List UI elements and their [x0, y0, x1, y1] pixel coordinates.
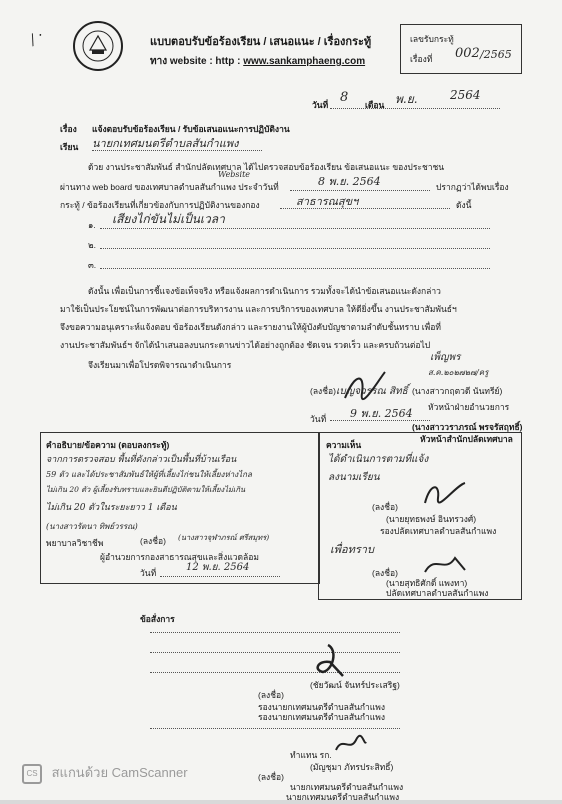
explanation-date-hand: 12 พ.ย. 2564 — [186, 562, 250, 573]
para2-line-b: มาใช้เป็นประโยชน์ในการพัฒนาต่อการบริหารงาน และการบริการของเทศบาล ให้ดียิ่งขึ้น งานประชาสัมพันธ์ฯ — [60, 304, 457, 314]
orders-title: ข้อสั่งการ — [140, 614, 175, 624]
para1-dept-hand: สาธารณสุขฯ — [296, 195, 359, 208]
explanation-date-underline — [160, 576, 280, 577]
orders-position-1: รองนายกเทศมนตรีตำบลสันกำแพง — [258, 702, 385, 712]
sign1-date-label: วันที่ — [310, 414, 327, 424]
orders-signature-2 — [332, 732, 368, 761]
para1-c-underline — [280, 208, 450, 209]
item2-number: ๒. — [88, 240, 96, 250]
sign1-label: (ลงชื่อ) — [310, 386, 336, 396]
opinion-position-1: รองปลัดเทศบาลตำบลสันกำแพง — [380, 526, 497, 536]
website-link[interactable]: www.sankamphaeng.com — [243, 56, 366, 67]
form-title: แบบตอบรับข้อร้องเรียน / เสนอแนะ / เรื่องกระทู้ — [150, 36, 372, 48]
doc-number-label: เลขรับกระทู้ — [410, 34, 454, 44]
para2-line-d: งานประชาสัมพันธ์ฯ จักได้นำเสนอลงบนกระดานข่าวได้อย่างถูกต้อง ชัดเจน รวดเร็ว และครบถ้วนต่อไป — [60, 340, 431, 350]
date-month: พ.ย. — [395, 92, 418, 106]
municipality-logo — [72, 20, 124, 72]
opinion-hand-3: เพื่อทราบ — [330, 543, 374, 556]
doc-number-sub-label: เรื่องที่ — [410, 54, 433, 64]
doc-number-year: /2565 — [480, 48, 512, 61]
para3: จึงเรียนมาเพื่อโปรดพิจารณาดำเนินการ — [88, 360, 232, 370]
explanation-hand-3: ไม่เกิน 20 ตัว ผู้เลี้ยงรับทราบและยินดีปฏิบัติตามให้เลี้ยงไม่เกิน — [46, 485, 246, 494]
item3-underline — [100, 268, 490, 269]
to-handwritten: นายกเทศมนตรีตำบลสันกำแพง — [92, 137, 239, 150]
sign1-position: หัวหน้าฝ่ายอำนวยการ — [428, 402, 510, 412]
explanation-date-label: วันที่ — [140, 568, 157, 578]
sign1-above1: เพ็ญพร — [430, 352, 461, 363]
camscanner-text: สแกนด้วย CamScanner — [51, 765, 188, 780]
doc-number-value: 002 — [455, 46, 480, 61]
explanation-name-hand: (นางสาวรัตนา ทิพย์วรรณ) — [46, 522, 138, 531]
para1-line-c: กระทู้ / ข้อร้องเรียนที่เกี่ยวข้องกับการปฏิบัติงานของกอง — [60, 200, 260, 210]
date-day: 8 — [340, 90, 349, 105]
orders-position-2: นายกเทศมนตรีตำบลสันกำแพง — [290, 782, 404, 792]
opinion-hand-2: ลงนามเรียน — [328, 472, 380, 483]
date-day-label: วันที่ — [312, 100, 329, 110]
date-month-label: เดือน — [365, 100, 385, 110]
orders-position-1b: รองนายกเทศมนตรีตำบลสันกำแพง — [258, 712, 385, 722]
item2-underline — [100, 248, 490, 249]
sign2-position: หัวหน้าสำนักปลัดเทศบาล — [420, 434, 513, 444]
para1-b-underline — [290, 190, 430, 191]
para1-line-b: ผ่านทาง web board ของเทศบาลตำบลสันกำแพง ประจำวันที่ — [60, 182, 279, 192]
subject-label: เรื่อง — [60, 124, 77, 134]
orders-position-2b: นายกเทศมนตรีตำบลสันกำแพง — [286, 792, 400, 802]
para1-line-b-tail: ปรากฏว่าได้พบเรื่อง — [436, 182, 509, 192]
orders-line-1 — [150, 632, 400, 633]
orders-line-2 — [150, 652, 400, 653]
orders-line-4 — [150, 728, 400, 729]
para1-line-a: ด้วย งานประชาสัมพันธ์ สำนักปลัดเทศบาล ได้ไปตรวจสอบข้อร้องเรียน ข้อเสนอแนะ ของประชาชน — [88, 162, 445, 172]
orders-for-label: ทำแทน รก. — [290, 750, 332, 760]
explanation-position: พยาบาลวิชาชีพ — [46, 538, 104, 548]
camscanner-watermark — [22, 762, 188, 784]
website-label: ทาง website : http : — [150, 56, 244, 67]
para1-line-c-tail: ดังนี้ — [456, 200, 472, 210]
sign2-name: (นางสาววราภรณ์ พรจรัสฤทธิ์) — [412, 422, 523, 432]
explanation-title: คำอธิบาย/ข้อความ (ตอบลงกระทู้) — [46, 440, 170, 450]
opinion-position-2: ปลัดเทศบาลตำบลสันกำแพง — [386, 588, 489, 598]
opinion-name-2: (นายสุทธิศักดิ์ แพงทา) — [386, 578, 468, 588]
para1-date-hand: 8 พ.ย. 2564 — [318, 175, 381, 188]
item3-number: ๓. — [88, 260, 97, 270]
item1-handwritten: เสียงไก่ขันไม่เป็นเวลา — [112, 212, 225, 226]
opinion-name-1: (นายยุทธพงษ์ อินทรวงศ์) — [386, 514, 477, 524]
orders-name-1: (ชัยวัฒน์ จันทร์ประเสริฐ) — [310, 680, 400, 690]
orders-label-1: (ลงชื่อ) — [258, 690, 284, 700]
explanation-sign-label: (ลงชื่อ) — [140, 536, 166, 546]
orders-label-2: (ลงชื่อ) — [258, 772, 284, 782]
opinion-label-1: (ลงชื่อ) — [372, 502, 398, 512]
opinion-label-2: (ลงชื่อ) — [372, 568, 398, 578]
scribble-top-left: / · — [26, 27, 47, 49]
camscanner-icon: CS — [22, 764, 42, 784]
sign1-name-printed: (นางสาวกฤตวดี นันทรีย์) — [412, 386, 503, 396]
explanation-hand-4: ไม่เกิน 20 ตัวในระยะยาว 1 เดือน — [46, 503, 177, 513]
date-year: 2564 — [450, 88, 481, 102]
para2-line-a: ดังนั้น เพื่อเป็นการชี้แจงข้อเท็จจริง หรือแจ้งผลการดำเนินการ รวมทั้งจะได้นำข้อเสนอแนะดังกล่าว — [88, 286, 441, 296]
to-label: เรียน — [60, 142, 79, 152]
subject-text: แจ้งตอบรับข้อร้องเรียน / รับข้อเสนอแนะการปฏิบัติงาน — [92, 124, 290, 134]
orders-name-2: (มัญชุมา ภัทรประสิทธิ์) — [310, 762, 394, 772]
sign1-above2: ส.ค.๒๐๒๗๒๗/ครู — [428, 368, 489, 377]
explanation-hand-2: 59 ตัว และได้ประชาสัมพันธ์ให้ผู้ที่เลี้ยงไก่ชนให้เลี้ยงห่างไกล — [46, 470, 252, 479]
opinion-hand-1: ได้ดำเนินการตามที่แจ้ง — [328, 454, 429, 465]
para1-website-note: Website — [218, 170, 251, 179]
explanation-position2: ผู้อำนวยการกองสาธารณสุขและสิ่งแวดล้อม — [100, 552, 259, 562]
to-underline — [92, 150, 262, 151]
sign1-date-hand: 9 พ.ย. 2564 — [350, 407, 413, 420]
sign1-name-hand: เบญจวรรณ สิทธิ์ — [336, 386, 408, 397]
date-underline — [330, 108, 500, 109]
opinion-signature-1 — [420, 478, 470, 513]
website-line — [150, 54, 365, 69]
para2-line-c: จึงขอความอนุเคราะห์แจ้งตอบ ข้อร้องเรียนดังกล่าว และรายงานให้ผู้บังคับบัญชาตามลำดับชั้นทราบ เพื่อที่ — [60, 322, 441, 332]
opinion-title: ความเห็น — [326, 440, 362, 450]
explanation-sign-hand: (นางสาวจุฬาภรณ์ ศรีสมุทร) — [178, 533, 270, 542]
explanation-hand-1: จากการตรวจสอบ พื้นที่ดังกล่าวเป็นพื้นที่บ้านเรือน — [46, 455, 237, 465]
item1-underline — [100, 228, 490, 229]
orders-line-3 — [150, 672, 400, 673]
item1-number: ๑. — [88, 220, 96, 230]
